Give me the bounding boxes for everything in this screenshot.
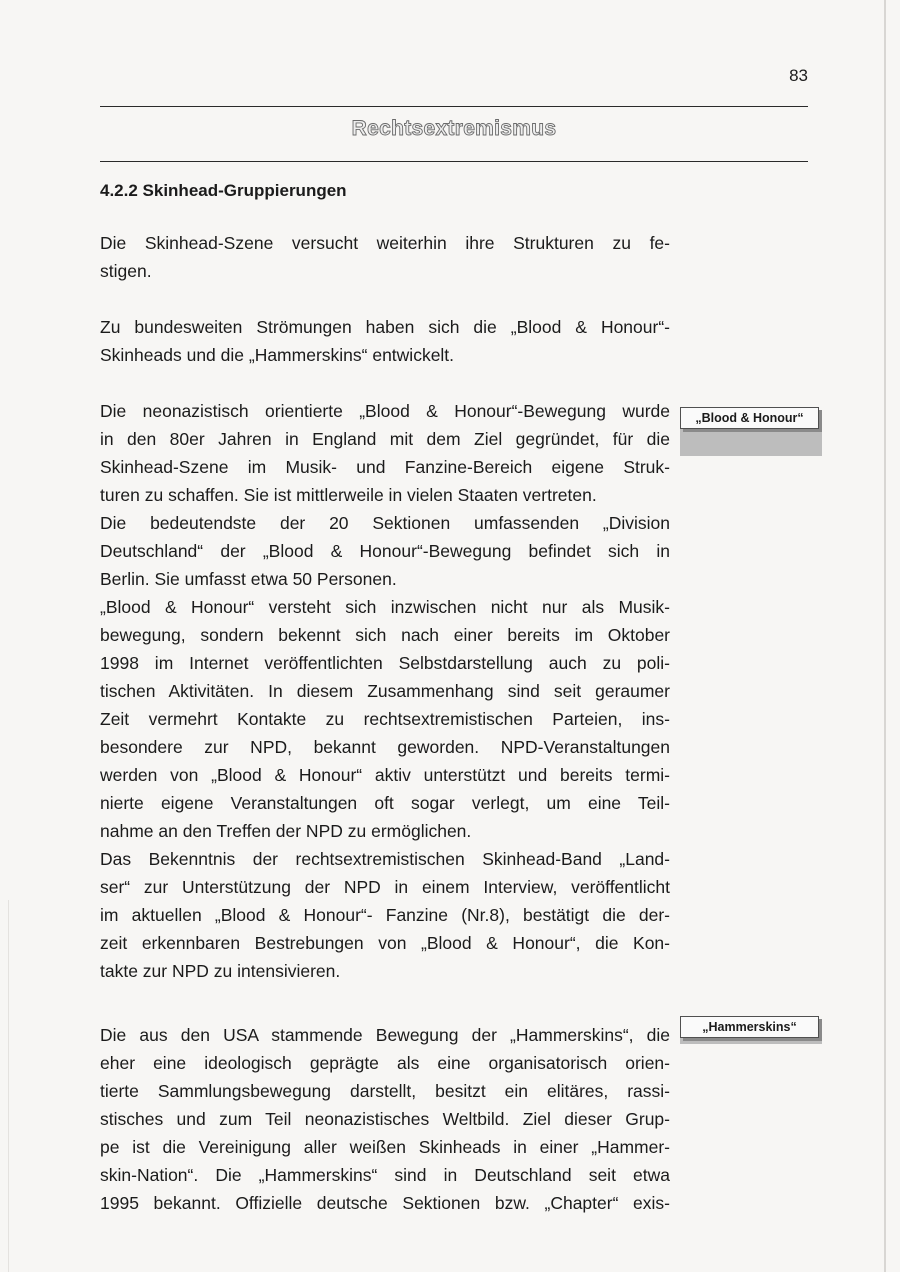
text-line: nierte eigene Veranstaltungen oft sogar verlegt, um eine Teil- (100, 793, 670, 813)
margin-note-blood-honour: „Blood & Honour“ (680, 407, 819, 429)
text-line: nahme an den Treffen der NPD zu ermöglichen. (100, 821, 472, 841)
text-line: stigen. (100, 261, 152, 281)
text-line: Die Skinhead-Szene versucht weiterhin ihre Strukturen zu fe- (100, 233, 670, 253)
paragraph-intro (100, 229, 670, 285)
paragraph-currents (100, 313, 670, 369)
header-rule-bottom (100, 161, 808, 162)
text-line: turen zu schaffen. Sie ist mittlerweile in vielen Staaten vertreten. (100, 485, 597, 505)
text-line: Zu bundesweiten Strömungen haben sich die „Blood & Honour“- (100, 317, 670, 337)
text-line: eher eine ideologisch geprägte als eine organisatorisch orien- (100, 1053, 670, 1073)
text-line: Die bedeutendste der 20 Sektionen umfassenden „Division (100, 513, 670, 533)
text-line: Die aus den USA stammende Bewegung der „Hammerskins“, die (100, 1025, 670, 1045)
margin-note-hammerskins: „Hammerskins“ (680, 1016, 819, 1038)
text-line: Berlin. Sie umfasst etwa 50 Personen. (100, 569, 397, 589)
text-line: skin-Nation“. Die „Hammerskins“ sind in Deutschland seit etwa (100, 1165, 670, 1185)
text-line: ser“ zur Unterstützung der NPD in einem Interview, veröffentlicht (100, 877, 670, 897)
text-line: Skinheads und die „Hammerskins“ entwickelt. (100, 345, 455, 365)
text-line: 1995 bekannt. Offizielle deutsche Sektionen bzw. „Chapter“ exis- (100, 1193, 670, 1213)
page-edge-shadow (884, 0, 886, 1272)
section-heading: 4.2.2 Skinhead-Gruppierungen (100, 181, 347, 200)
text-line: zeit erkennbaren Bestrebungen von „Blood & Honour“, die Kon- (100, 933, 670, 953)
page-edge-shadow-left (8, 900, 9, 1272)
text-line: bewegung, sondern bekennt sich nach einer bereits im Oktober (100, 625, 670, 645)
text-line: Die neonazistisch orientierte „Blood & Honour“-Bewegung wurde (100, 401, 670, 421)
text-line: in den 80er Jahren in England mit dem Ziel gegründet, für die (100, 429, 670, 449)
text-line: im aktuellen „Blood & Honour“- Fanzine (Nr.8), bestätigt die der- (100, 905, 670, 925)
text-line: pe ist die Vereinigung aller weißen Skinheads in einer „Hammer- (100, 1137, 670, 1157)
text-line: 1998 im Internet veröffentlichten Selbstdarstellung auch zu poli- (100, 653, 670, 673)
paragraph-blood-honour (100, 397, 670, 985)
text-line: tischen Aktivitäten. In diesem Zusammenhang sind seit geraumer (100, 681, 670, 701)
text-line: stisches und zum Teil neonazistisches Weltbild. Ziel dieser Grup- (100, 1109, 670, 1129)
text-line: besondere zur NPD, bekannt geworden. NPD-Veranstaltungen (100, 737, 670, 757)
text-line: takte zur NPD zu intensivieren. (100, 961, 341, 981)
text-line: werden von „Blood & Honour“ aktiv unterstützt und bereits termi- (100, 765, 670, 785)
header-rule-top (100, 106, 808, 107)
text-line: Deutschland“ der „Blood & Honour“-Bewegung befindet sich in (100, 541, 670, 561)
text-line: „Blood & Honour“ versteht sich inzwischen nicht nur als Musik- (100, 597, 670, 617)
running-title: Rechtsextremismus (351, 117, 557, 140)
text-line: tierte Sammlungsbewegung darstellt, besitzt ein elitäres, rassi- (100, 1081, 670, 1101)
text-line: Skinhead-Szene im Musik- und Fanzine-Bereich eigene Struk- (100, 457, 670, 477)
text-line: Zeit vermehrt Kontakte zu rechtsextremistischen Parteien, ins- (100, 709, 670, 729)
page-number: 83 (789, 66, 808, 85)
paragraph-hammerskins (100, 1021, 670, 1217)
text-line: Das Bekenntnis der rechtsextremistischen Skinhead-Band „Land- (100, 849, 670, 869)
